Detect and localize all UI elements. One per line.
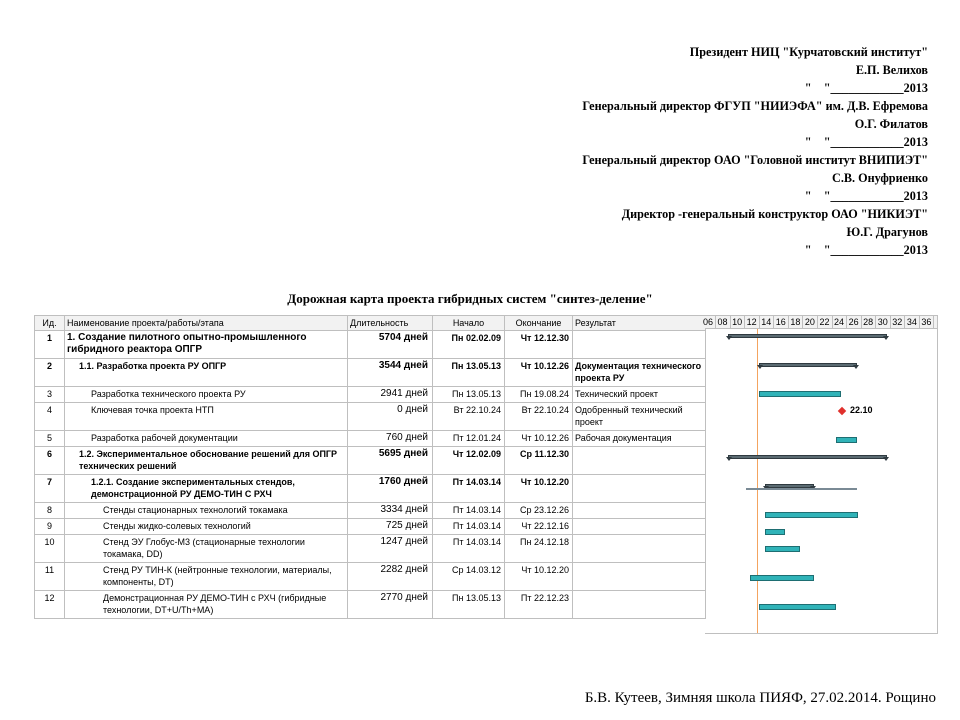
row-name: Стенд ЭУ Глобус-М3 (стационарные технологии токамака, DD): [65, 535, 348, 563]
row-start: Пн 13.05.13: [433, 359, 505, 387]
row-duration: 3544 дней: [348, 359, 433, 387]
table-row: [35, 447, 706, 475]
row-id: 7: [35, 475, 65, 503]
row-end: Ср 23.12.26: [505, 503, 573, 519]
gantt-task-bar: [759, 391, 841, 397]
gantt-chart: [702, 315, 938, 634]
row-end: Вт 22.10.24: [505, 403, 573, 431]
timescale-tick: 16: [775, 317, 786, 327]
table-row: [35, 387, 706, 403]
col-header-id: Ид.: [35, 316, 65, 331]
signature-line: Директор -генеральный конструктор ОАО "НИКИЭТ": [621, 207, 928, 221]
row-start: Вт 22.10.24: [433, 403, 505, 431]
signature-line: О.Г. Филатов: [854, 117, 928, 131]
col-header-duration: Длительность: [348, 316, 433, 331]
table-header-row: [35, 316, 706, 331]
signature-line: " "____________2013: [804, 81, 928, 95]
current-date-line: [757, 329, 758, 633]
row-id: 11: [35, 563, 65, 591]
row-id: 10: [35, 535, 65, 563]
gantt-timescale: [702, 315, 938, 329]
timescale-tick: 22: [819, 317, 830, 327]
row-duration: 2282 дней: [348, 563, 433, 591]
gantt-summary-extent: [746, 488, 857, 490]
row-start: Пн 02.02.09: [433, 331, 505, 359]
signature-line: Генеральный директор ФГУП "НИИЭФА" им. Д.В. Ефремова: [582, 99, 928, 113]
signature-line: Президент НИЦ "Курчатовский институт": [689, 45, 928, 59]
timescale-tick: 30: [877, 317, 888, 327]
timescale-tick: 08: [717, 317, 728, 327]
milestone-marker: [838, 407, 846, 415]
col-header-end: Окончание: [505, 316, 573, 331]
row-result: [573, 591, 706, 619]
row-result: [573, 475, 706, 503]
col-header-result: Результат: [573, 316, 706, 331]
row-start: Пт 14.03.14: [433, 519, 505, 535]
timescale-tick: 18: [790, 317, 801, 327]
row-name: 1. Создание пилотного опытно-промышленного гибридного реактора ОПГР: [65, 331, 348, 359]
table-row: [35, 475, 706, 503]
row-id: 12: [35, 591, 65, 619]
row-start: Пт 14.03.14: [433, 475, 505, 503]
row-end: Чт 12.12.30: [505, 331, 573, 359]
row-name: Демонстрационная РУ ДЕМО-ТИН с РХЧ (гибридные технологии, DT+U/Th+MA): [65, 591, 348, 619]
timescale-tick: 06: [702, 317, 713, 327]
gantt-summary-bar: [728, 334, 887, 338]
row-name: 1.2. Экспериментальное обоснование решений для ОПГР технических решений: [65, 447, 348, 475]
col-header-name: Наименование проекта/работы/этапа: [65, 316, 348, 331]
row-start: Пн 13.05.13: [433, 591, 505, 619]
row-duration: 1760 дней: [348, 475, 433, 503]
row-result: Одобренный технический проект: [573, 403, 706, 431]
row-end: Пн 19.08.24: [505, 387, 573, 403]
row-name: 1.1. Разработка проекта РУ ОПГР: [65, 359, 348, 387]
row-name: Ключевая точка проекта НТП: [65, 403, 348, 431]
gantt-task-bar: [765, 529, 785, 535]
row-duration: 760 дней: [348, 431, 433, 447]
roadmap-table: [34, 315, 705, 619]
row-end: Чт 10.12.20: [505, 563, 573, 591]
signature-line: Ю.Г. Драгунов: [846, 225, 928, 239]
signature-block: [368, 43, 928, 259]
milestone-label: 22.10: [849, 405, 873, 415]
timescale-tick: 32: [892, 317, 903, 327]
row-end: Ср 11.12.30: [505, 447, 573, 475]
row-start: Чт 12.02.09: [433, 447, 505, 475]
row-result: [573, 331, 706, 359]
signature-line: Генеральный директор ОАО "Головной институт ВНИПИЭТ": [582, 153, 928, 167]
row-result: [573, 447, 706, 475]
gantt-summary-bar: [759, 363, 858, 367]
row-name: Стенд РУ ТИН-К (нейтронные технологии, материалы, компоненты, DT): [65, 563, 348, 591]
row-duration: 2770 дней: [348, 591, 433, 619]
footer-caption: Б.В. Кутеев, Зимняя школа ПИЯФ, 27.02.2014. Рощино: [584, 690, 936, 706]
row-id: 8: [35, 503, 65, 519]
gantt-task-bar: [836, 437, 857, 443]
signature-line: " "____________2013: [804, 189, 928, 203]
timescale-tick: 10: [732, 317, 743, 327]
row-end: Пн 24.12.18: [505, 535, 573, 563]
row-start: Пт 14.03.14: [433, 503, 505, 519]
row-id: 5: [35, 431, 65, 447]
table-row: [35, 331, 706, 359]
row-duration: 1247 дней: [348, 535, 433, 563]
row-name: 1.2.1. Создание экспериментальных стендов, демонстрационной РУ ДЕМО-ТИН С РХЧ: [65, 475, 348, 503]
row-name: Стенды стационарных технологий токамака: [65, 503, 348, 519]
row-name: Разработка технического проекта РУ: [65, 387, 348, 403]
timescale-tick: 26: [848, 317, 859, 327]
gantt-body: [705, 329, 938, 634]
row-result: Документация технического проекта РУ: [573, 359, 706, 387]
table-row: [35, 359, 706, 387]
signature-line: " "____________2013: [804, 243, 928, 257]
timescale-tick: 34: [906, 317, 917, 327]
row-id: 3: [35, 387, 65, 403]
row-duration: 725 дней: [348, 519, 433, 535]
row-duration: 5704 дней: [348, 331, 433, 359]
row-id: 6: [35, 447, 65, 475]
row-result: Рабочая документация: [573, 431, 706, 447]
table-row: [35, 503, 706, 519]
table-row: [35, 519, 706, 535]
timescale-tick: 12: [746, 317, 757, 327]
row-end: Чт 10.12.20: [505, 475, 573, 503]
table-row: [35, 535, 706, 563]
row-result: [573, 503, 706, 519]
row-start: Пн 13.05.13: [433, 387, 505, 403]
timescale-tick: 36: [921, 317, 932, 327]
row-duration: 0 дней: [348, 403, 433, 431]
row-name: Разработка рабочей документации: [65, 431, 348, 447]
table-row: [35, 563, 706, 591]
gantt-task-bar: [765, 546, 800, 552]
row-end: Чт 10.12.26: [505, 359, 573, 387]
gantt-summary-bar: [728, 455, 887, 459]
col-header-start: Начало: [433, 316, 505, 331]
timescale-tick: 28: [863, 317, 874, 327]
row-name: Стенды жидко-солевых технологий: [65, 519, 348, 535]
table-row: [35, 431, 706, 447]
timescale-tick: 14: [761, 317, 772, 327]
row-start: Пт 14.03.14: [433, 535, 505, 563]
timescale-tick: 20: [804, 317, 815, 327]
row-result: [573, 535, 706, 563]
gantt-task-bar: [759, 604, 836, 610]
row-id: 2: [35, 359, 65, 387]
row-id: 9: [35, 519, 65, 535]
row-start: Пт 12.01.24: [433, 431, 505, 447]
row-result: [573, 519, 706, 535]
table-row: [35, 591, 706, 619]
gantt-task-bar: [765, 512, 858, 518]
row-start: Ср 14.03.12: [433, 563, 505, 591]
row-id: 1: [35, 331, 65, 359]
row-result: Технический проект: [573, 387, 706, 403]
roadmap-title: Дорожная карта проекта гибридных систем "синтез-деление": [287, 291, 653, 306]
row-end: Чт 10.12.26: [505, 431, 573, 447]
row-id: 4: [35, 403, 65, 431]
signature-line: " "____________2013: [804, 135, 928, 149]
table-row: [35, 403, 706, 431]
row-result: [573, 563, 706, 591]
signature-line: С.В. Онуфриенко: [832, 171, 928, 185]
timescale-separator: [933, 316, 934, 328]
timescale-tick: 24: [834, 317, 845, 327]
row-end: Пт 22.12.23: [505, 591, 573, 619]
signature-line: Е.П. Велихов: [855, 63, 928, 77]
row-duration: 3334 дней: [348, 503, 433, 519]
row-end: Чт 22.12.16: [505, 519, 573, 535]
row-duration: 2941 дней: [348, 387, 433, 403]
row-duration: 5695 дней: [348, 447, 433, 475]
gantt-task-bar: [750, 575, 814, 581]
